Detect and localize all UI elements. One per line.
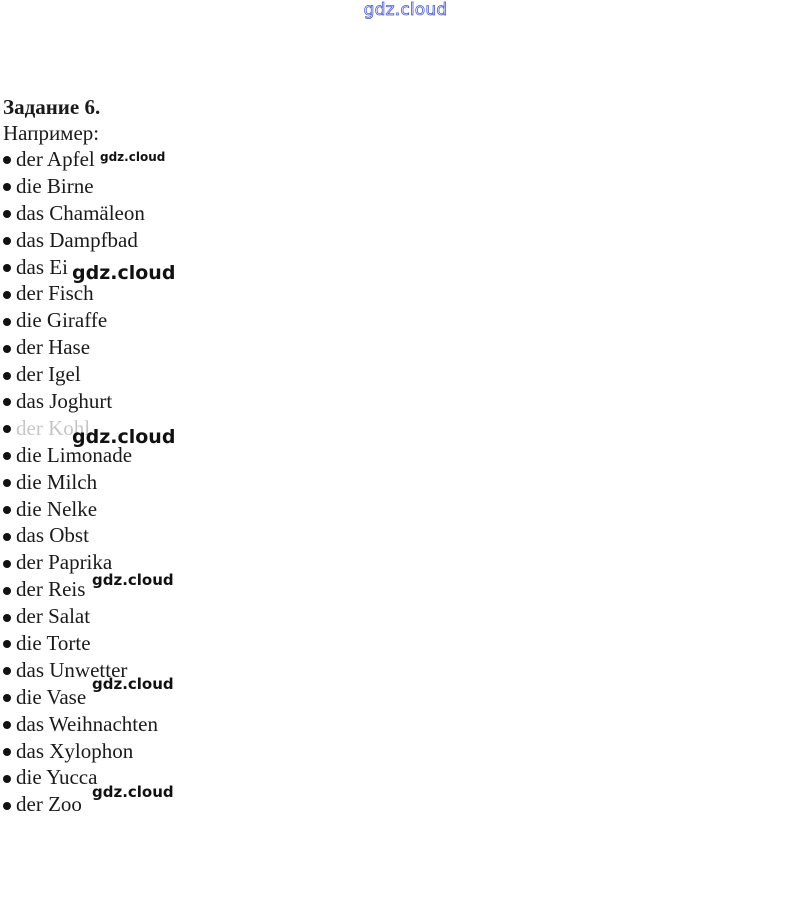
list-item [3, 227, 158, 254]
word-text: der Apfel [16, 147, 95, 171]
bullet-icon [3, 560, 11, 568]
bullet-icon [3, 479, 11, 487]
list-item [3, 522, 158, 549]
word-text: der Fisch [16, 281, 94, 306]
bullet-icon [3, 802, 11, 810]
bullet-icon [3, 452, 11, 460]
watermark-text: gdz.cloud [92, 783, 174, 801]
list-item [3, 388, 158, 415]
word-text: der Zoo [16, 792, 82, 817]
word-text: die Limonade [16, 442, 133, 467]
bullet-icon [3, 183, 11, 191]
word-text: der Reis [16, 577, 86, 602]
word-text: das Obst [16, 523, 89, 548]
bullet-icon [3, 748, 11, 756]
word-text: das Dampfbad [16, 227, 138, 252]
bullet-icon [3, 694, 11, 702]
list-item [3, 711, 158, 738]
word-text: die Vase [16, 684, 87, 709]
list-item [3, 280, 158, 307]
bullet-icon [3, 721, 11, 729]
bullet-icon [3, 237, 11, 245]
bullet-icon [3, 640, 11, 648]
watermark-text: gdz.cloud [72, 426, 176, 448]
site-watermark-header: gdz.cloud [363, 0, 448, 20]
watermark-text: gdz.cloud [100, 150, 166, 164]
bullet-icon [3, 156, 11, 164]
word-text: das Weihnachten [16, 711, 158, 736]
bullet-icon [3, 775, 11, 783]
bullet-icon [3, 264, 11, 272]
list-item [3, 307, 158, 334]
bullet-icon [3, 506, 11, 514]
word-text: das Joghurt [16, 389, 113, 414]
word-text: das Xylophon [16, 738, 134, 763]
bullet-icon [3, 614, 11, 622]
word-text: der Hase [16, 335, 91, 360]
bullet-icon [3, 372, 11, 380]
bullet-icon [3, 345, 11, 353]
bullet-icon [3, 318, 11, 326]
bullet-icon [3, 291, 11, 299]
task-content [3, 94, 158, 818]
list-item [3, 603, 158, 630]
watermark-text: gdz.cloud [72, 262, 176, 284]
word-text: die Milch [16, 469, 98, 494]
word-text: das Chamäleon [16, 200, 145, 225]
list-item [3, 173, 158, 200]
watermark-text: gdz.cloud [92, 675, 174, 693]
list-item [3, 738, 158, 765]
list-item [3, 361, 158, 388]
word-text: die Birne [16, 173, 94, 198]
word-text: der Igel [16, 362, 81, 387]
word-text: die Yucca [16, 765, 98, 790]
word-text: der Paprika [16, 550, 113, 575]
bullet-icon [3, 398, 11, 406]
word-text: der Salat [16, 604, 91, 629]
bullet-icon [3, 425, 11, 433]
word-text: die Giraffe [16, 308, 108, 333]
bullet-icon [3, 533, 11, 541]
word-text: die Nelke [16, 496, 98, 521]
word-text: die Torte [16, 631, 91, 656]
list-item [3, 200, 158, 227]
smudge-overlay [100, 470, 160, 500]
bullet-icon [3, 210, 11, 218]
word-text: das Unwetter [16, 657, 128, 682]
bullet-icon [3, 587, 11, 595]
bullet-icon [3, 667, 11, 675]
word-text: das Ei [16, 254, 68, 279]
task-title: Задание 6. [3, 95, 101, 119]
intro-text: Например: [3, 121, 100, 145]
watermark-text: gdz.cloud [92, 571, 174, 589]
list-item [3, 334, 158, 361]
list-item [3, 630, 158, 657]
